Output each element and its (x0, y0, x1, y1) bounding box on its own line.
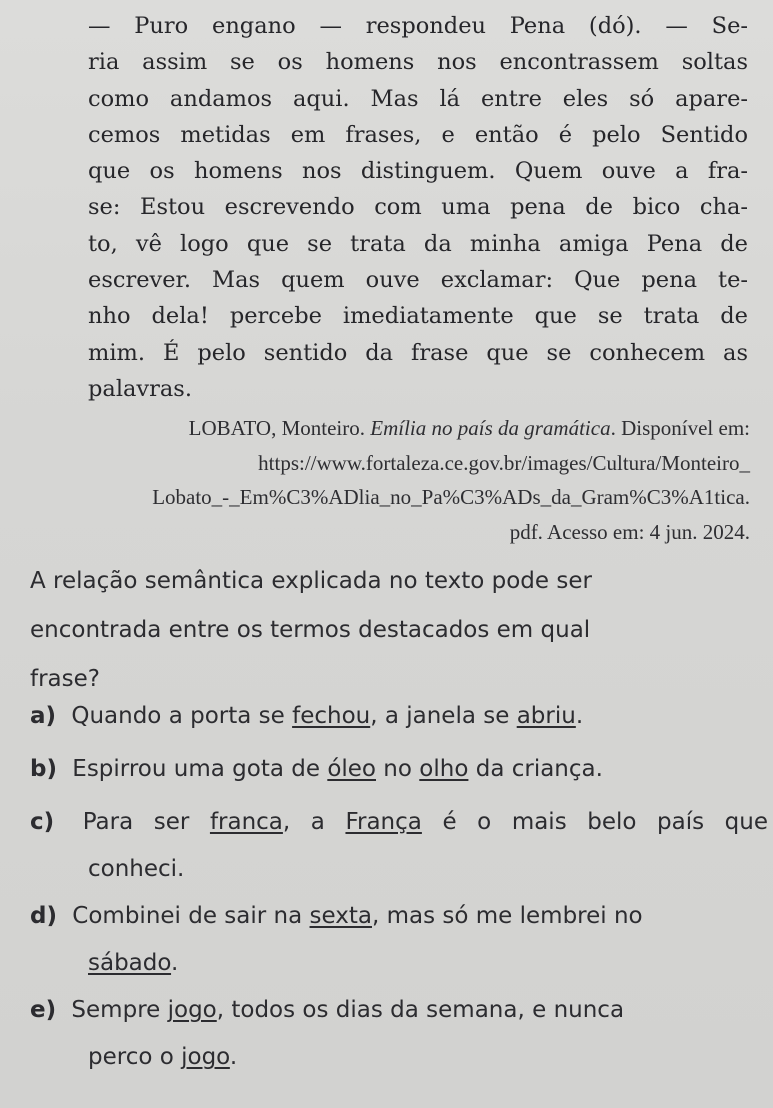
excerpt-line: — Puro engano — respondeu Pena (dó). — Se- (88, 13, 748, 39)
option-text: da criança. (468, 756, 603, 782)
option-text: , a janela se (370, 703, 517, 729)
option-text: perco o (88, 1044, 182, 1070)
question-line: encontrada entre os termos destacados em qual (30, 617, 591, 643)
citation-url-line: Lobato_-_Em%C3%ADlia_no_Pa%C3%ADs_da_Gram%C3%A1tica. (152, 485, 750, 509)
option-text: Combinei de sair na (64, 903, 310, 929)
highlighted-term: olho (419, 756, 469, 782)
option-c-continuation: conheci. (88, 856, 185, 882)
option-e-continuation (30, 1034, 768, 1081)
option-text: é o mais belo país que (421, 809, 768, 835)
option-text: Sempre (64, 997, 168, 1023)
highlighted-term: abriu (516, 703, 576, 729)
highlighted-term: jogo (181, 1044, 230, 1070)
option-letter: b) (30, 756, 57, 782)
excerpt-line: se: Estou escrevendo com uma pena de bico cha- (88, 194, 748, 221)
option-a-text (30, 693, 768, 740)
citation-title: Emília no país da gramática (370, 416, 611, 440)
option-d-continuation (30, 940, 768, 987)
option-text: Espirrou uma gota de (64, 756, 328, 782)
highlighted-term: franca (209, 809, 283, 835)
highlighted-term: França (345, 809, 422, 835)
question-stem (30, 557, 745, 704)
bleed-through-text (20, 150, 26, 174)
excerpt-line: ria assim se os homens nos encontrassem soltas (88, 49, 748, 76)
excerpt-line: mim. É pelo sentido da frase que se conhecem as (88, 339, 748, 366)
option-text: . (229, 1044, 238, 1070)
highlighted-term: sexta (309, 903, 372, 929)
source-citation (60, 411, 750, 549)
option-b[interactable] (30, 746, 768, 793)
option-text: . (575, 703, 584, 729)
option-b-text (30, 746, 768, 793)
option-letter: a) (30, 703, 57, 729)
option-c-text (30, 799, 768, 846)
citation-author: LOBATO, Monteiro. (188, 416, 371, 440)
citation-access-date: pdf. Acesso em: 4 jun. 2024. (509, 519, 750, 544)
excerpt-line: nho dela! percebe imediatamente que se trata de (88, 303, 748, 330)
excerpt-line: palavras. (88, 375, 193, 402)
option-e[interactable] (30, 987, 768, 1081)
option-text: Para ser (62, 809, 210, 835)
option-text: , mas só me lembrei no (371, 903, 643, 929)
question-line: A relação semântica explicada no texto pode ser (30, 568, 592, 594)
question-line: frase? (30, 666, 100, 692)
option-text: , todos os dias da semana, e nunca (216, 997, 625, 1023)
excerpt-line: to, vê logo que se trata da minha amiga Pena de (88, 230, 748, 257)
option-text: , a (282, 809, 346, 835)
option-d[interactable] (30, 893, 768, 987)
option-letter: e) (30, 997, 57, 1023)
option-text: . (171, 950, 179, 976)
citation-url-line: https://www.fortaleza.ce.gov.br/images/Cultura/Monteiro_ (258, 450, 750, 475)
excerpt-line: como andamos aqui. Mas lá entre eles só apare- (88, 85, 748, 112)
option-e-text (30, 987, 768, 1034)
literary-excerpt (88, 8, 748, 407)
option-letter: d) (30, 903, 57, 929)
citation-line (60, 411, 750, 446)
option-text: no (376, 756, 420, 782)
highlighted-term: fechou (292, 703, 371, 729)
excerpt-line: escrever. Mas quem ouve exclamar: Que pena te- (88, 267, 748, 294)
highlighted-term: sábado (88, 950, 172, 976)
highlighted-term: óleo (327, 756, 376, 782)
option-text: Quando a porta se (64, 703, 293, 729)
option-a[interactable] (30, 693, 768, 740)
option-letter: c) (30, 809, 55, 835)
citation-available: . Disponível em: (610, 416, 750, 440)
option-d-text (30, 893, 768, 940)
excerpt-line: que os homens nos distinguem. Quem ouve a fra- (88, 158, 748, 185)
highlighted-term: jogo (167, 997, 217, 1023)
excerpt-line: cemos metidas em frases, e então é pelo Sentido (88, 121, 748, 148)
option-c[interactable] (30, 799, 768, 893)
